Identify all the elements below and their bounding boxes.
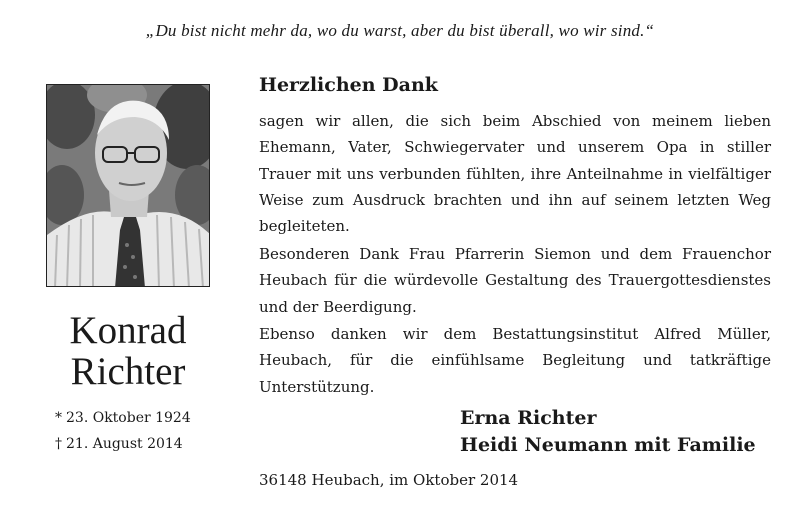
death-row xyxy=(46,431,210,457)
life-dates xyxy=(46,405,210,457)
birth-date: 23. Oktober 1924 xyxy=(66,410,191,426)
place-date: 36148 Heubach, im Oktober 2014 xyxy=(259,471,519,489)
signer-2: Heidi Neumann mit Familie xyxy=(460,434,756,456)
thanks-heading: Herzlichen Dank xyxy=(259,74,438,96)
portrait-photo xyxy=(46,84,210,287)
memorial-quote: „Du bist nicht mehr da, wo du warst, aber du bist überall, wo wir sind.“ xyxy=(145,21,655,40)
thanks-paragraph-2: Besonderen Dank Frau Pfarrerin Siemon und dem Frauenchor Heubach für die würdevolle Gestaltung des Trauergottesdienstes und der Beerdigung. xyxy=(259,245,771,316)
deceased-name xyxy=(46,310,210,392)
signers xyxy=(460,405,756,459)
signer-1: Erna Richter xyxy=(460,407,597,429)
birth-symbol: * xyxy=(55,410,62,426)
death-date: 21. August 2014 xyxy=(66,436,183,452)
first-name: Konrad xyxy=(69,309,187,352)
death-symbol: † xyxy=(55,436,62,452)
last-name: Richter xyxy=(70,350,186,393)
birth-row xyxy=(46,405,210,431)
thanks-paragraph-3: Ebenso danken wir dem Bestattungsinstitut Alfred Müller, Heubach, für die einfühlsame Begleitung und tatkräftige Unterstützung. xyxy=(259,325,771,396)
thanks-paragraph-1: sagen wir allen, die sich beim Abschied von meinem lieben Ehemann, Vater, Schwiegervater und unserem Opa in stiller Trauer mit uns verbunden fühlten, ihre Anteilnahme in vielfältiger Weise zum Ausdruck brachten und ihn auf seinem letzten Weg begleiteten. xyxy=(259,112,771,236)
